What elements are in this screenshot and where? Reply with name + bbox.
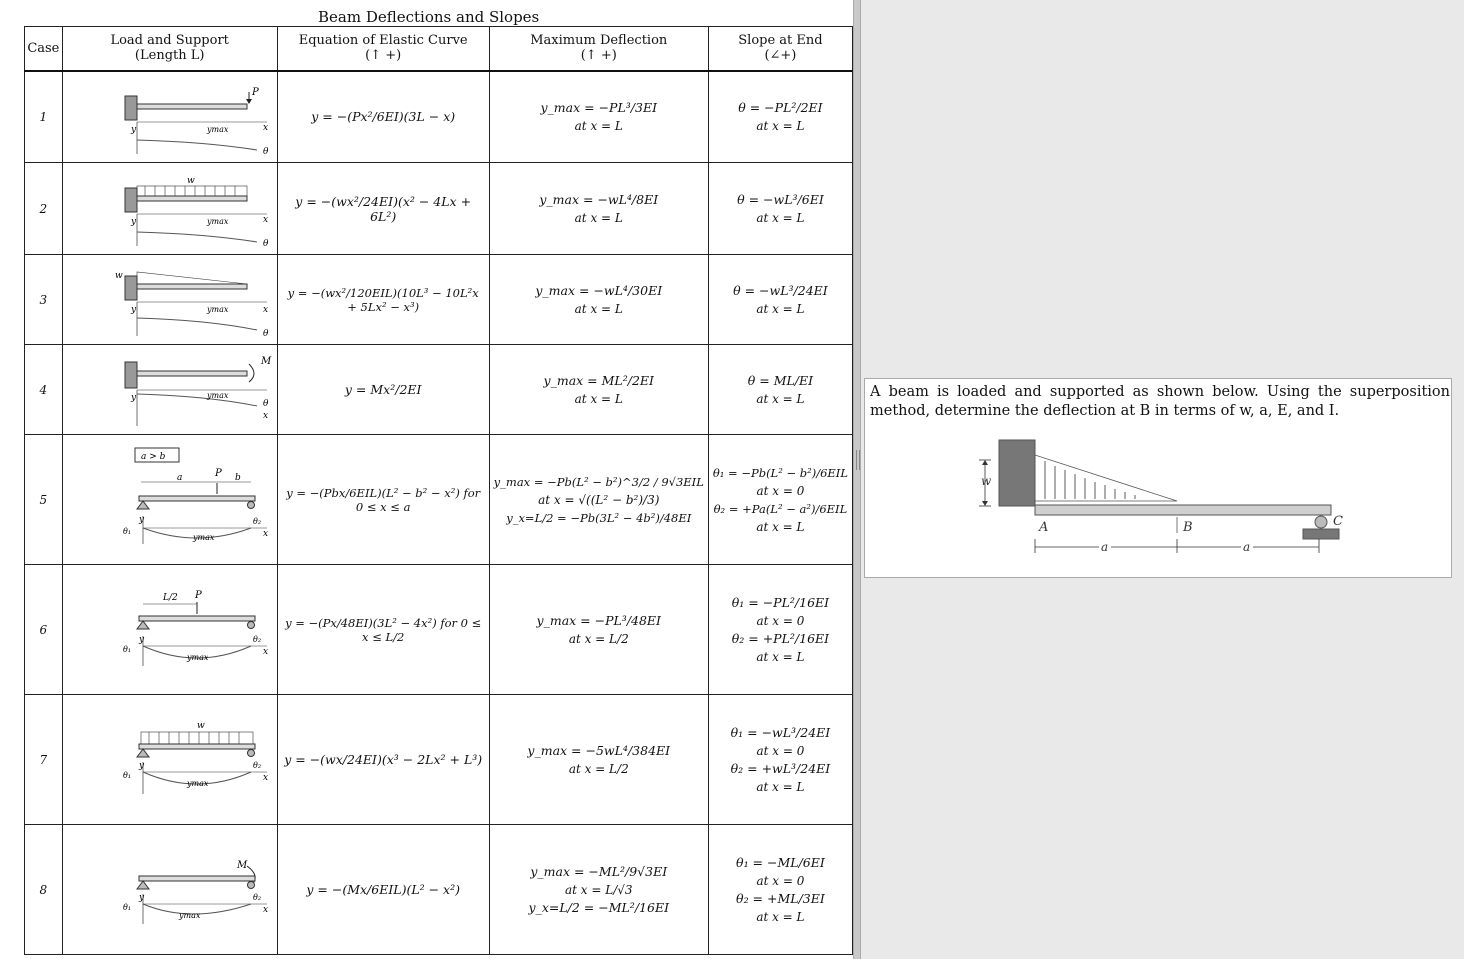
- deflection-line: at x = L/√3: [564, 882, 633, 897]
- load-diagram-simple-uniform: [62, 695, 277, 825]
- ymax-label: ymax: [206, 216, 229, 226]
- moment-label-m: M: [236, 859, 247, 871]
- table-row: [25, 825, 853, 955]
- slope-line: θ₂ = +ML/3EI: [736, 890, 825, 906]
- elastic-curve: [137, 318, 257, 330]
- slope-line: θ = −PL²/2EI: [738, 99, 823, 115]
- y-label: y: [138, 634, 144, 645]
- load-diagram-simple-point: [62, 435, 277, 565]
- header-load-line1: Load and Support: [110, 33, 229, 49]
- w-dimension-label: w: [981, 474, 992, 488]
- ymax-label: ymax: [192, 532, 215, 542]
- y-label: y: [130, 216, 136, 227]
- problem-beam-figure: [975, 435, 1345, 565]
- table-title: Beam Deflections and Slopes: [318, 8, 540, 26]
- roller-support: [247, 501, 254, 508]
- ymax-label: ymax: [186, 652, 209, 662]
- distributed-load: [141, 732, 253, 744]
- slope-cell: [708, 565, 852, 695]
- cantilever-uniform-load-diagram: [67, 164, 273, 254]
- pin-support: [137, 881, 149, 889]
- deflection-line: at x = L/2: [568, 631, 629, 646]
- slope-line: at x = L: [756, 118, 805, 133]
- case-number: 8: [25, 825, 63, 955]
- slope-cell: [708, 435, 852, 565]
- deflection-line: y_max = ML²/2EI: [543, 372, 654, 388]
- equation-cell: y = −(wx²/24EI)(x² − 4Lx + 6L²): [277, 163, 489, 255]
- deflection-line: y_x=L/2 = −ML²/16EI: [528, 899, 670, 915]
- w-dimension-arrow-top: [982, 460, 988, 465]
- header-slope-line2: (∠+): [764, 48, 797, 64]
- elastic-curve: [137, 232, 257, 242]
- simple-end-moment-diagram: [67, 826, 273, 954]
- triangular-load: [137, 272, 247, 284]
- cantilever-point-load-diagram: [67, 72, 273, 162]
- x-label: x: [262, 214, 268, 225]
- theta2-label: θ₂: [252, 516, 261, 526]
- beam-deflection-table: [24, 26, 853, 955]
- ymax-label: ymax: [178, 910, 201, 920]
- slope-line: at x = L: [756, 301, 805, 316]
- roller-support: [247, 621, 254, 628]
- cantilever-moment-diagram: [67, 346, 273, 434]
- slope-line: θ = ML/EI: [747, 372, 814, 388]
- header-slope-line1: Slope at End: [738, 33, 823, 49]
- slope-line: at x = L: [756, 519, 805, 534]
- case-number: 7: [25, 695, 63, 825]
- y-label: y: [130, 392, 136, 403]
- case-number: 6: [25, 565, 63, 695]
- equation-cell: y = −(wx/24EI)(x³ − 2Lx² + L³): [277, 695, 489, 825]
- table-row: [25, 435, 853, 565]
- x-label: x: [262, 772, 268, 783]
- roller-support: [247, 881, 254, 888]
- simple-center-load-diagram: [67, 566, 273, 694]
- deflection-cell: [489, 825, 708, 955]
- slope-line: θ = −wL³/6EI: [737, 191, 824, 207]
- beam: [139, 496, 255, 501]
- dimension-label-a1: a: [1101, 540, 1109, 554]
- simple-uniform-load-diagram: [67, 696, 273, 824]
- y-label: y: [130, 304, 136, 315]
- case-number: 2: [25, 163, 63, 255]
- deflection-line: at x = L: [574, 391, 623, 406]
- y-label: y: [138, 892, 144, 903]
- slope-line: θ₂ = +PL²/16EI: [731, 630, 830, 646]
- load-diagram-simple-center-point: [62, 565, 277, 695]
- elastic-curve: [137, 394, 257, 406]
- case-number: 4: [25, 345, 63, 435]
- y-label: y: [130, 124, 136, 135]
- theta-label: θ: [262, 146, 269, 157]
- deflection-line: y_max = −wL⁴/30EI: [535, 282, 663, 298]
- beam: [137, 371, 247, 376]
- theta1-label: θ₁: [122, 526, 131, 536]
- theta-label: θ: [262, 328, 269, 339]
- distributed-load: [137, 186, 247, 196]
- deflection-cell: [489, 565, 708, 695]
- beam: [139, 876, 255, 881]
- header-equation: [277, 27, 489, 71]
- divider-grip-icon[interactable]: [856, 450, 860, 470]
- slope-line: at x = L: [756, 210, 805, 225]
- theta2-label: θ₂: [252, 760, 261, 770]
- ymax-label: ymax: [206, 304, 229, 314]
- deflection-line: y_max = −Pb(L² − b²)^3/2 / 9√3EIL: [493, 474, 704, 489]
- pin-support: [137, 501, 149, 509]
- slope-line: θ₂ = +Pa(L² − a²)/6EIL: [713, 501, 848, 516]
- slope-line: θ₁ = −Pb(L² − b²)/6EIL: [712, 465, 848, 480]
- equation-cell: y = −(Mx/6EIL)(L² − x²): [277, 825, 489, 955]
- point-a-label: A: [1039, 520, 1049, 535]
- point-b-label: B: [1183, 520, 1193, 535]
- deflection-line: y_max = −ML²/9√3EI: [530, 863, 668, 879]
- header-equation-line1: Equation of Elastic Curve: [298, 33, 468, 49]
- beam: [137, 104, 247, 109]
- theta-label: θ: [262, 398, 269, 409]
- roller-base: [1303, 529, 1339, 539]
- w-dimension-arrow-bottom: [982, 501, 988, 506]
- equation-cell: y = −(wx²/120EIL)(10L³ − 10L²x + 5Lx² − x³): [277, 255, 489, 345]
- slope-line: at x = 0: [756, 873, 805, 888]
- point-load-arrowhead: [246, 99, 252, 104]
- case-number: 3: [25, 255, 63, 345]
- table-row: [25, 163, 853, 255]
- slope-cell: [708, 345, 852, 435]
- load-label-w: w: [114, 270, 123, 281]
- x-label: x: [262, 646, 268, 657]
- header-load-line2: (Length L): [134, 48, 205, 64]
- pane-divider[interactable]: [853, 0, 861, 959]
- pin-support: [137, 621, 149, 629]
- moment-label-m: M: [260, 355, 271, 367]
- slope-line: at x = L: [756, 391, 805, 406]
- beam: [137, 284, 247, 289]
- load-label-p: P: [214, 467, 222, 479]
- table-row: [25, 695, 853, 825]
- half-length-label: L/2: [162, 592, 178, 603]
- ymax-label: ymax: [206, 390, 229, 400]
- slope-cell: [708, 163, 852, 255]
- a-gt-b-label: a > b: [140, 451, 166, 462]
- deflection-cell: [489, 695, 708, 825]
- load-label-w: w: [196, 720, 205, 731]
- dim-label-a: a: [176, 472, 183, 483]
- slope-line: at x = 0: [756, 743, 805, 758]
- slope-line: θ = −wL³/24EI: [733, 282, 828, 298]
- header-deflection: [489, 27, 708, 71]
- slope-line: at x = L: [756, 779, 805, 794]
- deflection-line: at x = L: [574, 301, 623, 316]
- header-case: Case: [25, 27, 63, 71]
- deflection-line: y_max = −wL⁴/8EI: [539, 191, 659, 207]
- theta1-label: θ₁: [122, 644, 131, 654]
- slope-line: at x = 0: [756, 613, 805, 628]
- deflection-cell: [489, 71, 708, 163]
- cantilever-triangular-load-diagram: [67, 256, 273, 344]
- header-deflection-line2: (↑ +): [580, 48, 617, 64]
- equation-cell: y = −(Pbx/6EIL)(L² − b² − x²) for 0 ≤ x ≤ a: [277, 435, 489, 565]
- slope-line: θ₂ = +wL³/24EI: [730, 760, 831, 776]
- header-load: [62, 27, 277, 71]
- deflection-cell: [489, 345, 708, 435]
- equation-cell: y = Mx²/2EI: [277, 345, 489, 435]
- table-row: [25, 71, 853, 163]
- problem-statement: A beam is loaded and supported as shown below. Using the superposition method, determine the deflection at B in terms of w, a, E, and I.: [870, 384, 1450, 419]
- deflection-cell: [489, 163, 708, 255]
- y-label: y: [138, 514, 144, 525]
- deflection-line: y_x=L/2 = −Pb(3L² − 4b²)/48EI: [506, 510, 692, 525]
- elastic-curve: [137, 140, 257, 150]
- load-label-p: P: [194, 589, 202, 601]
- slope-line: at x = L: [756, 909, 805, 924]
- header-equation-line2: (↑ +): [365, 48, 402, 64]
- deflection-cell: [489, 435, 708, 565]
- header-slope: [708, 27, 852, 71]
- moment-arc: [249, 364, 254, 382]
- ymax-label: ymax: [186, 778, 209, 788]
- theta1-label: θ₁: [122, 902, 131, 912]
- slope-cell: [708, 695, 852, 825]
- load-hatch: [145, 186, 235, 196]
- load-diagram-cantilever-point: [62, 71, 277, 163]
- slope-line: θ₁ = −PL²/16EI: [731, 594, 830, 610]
- equation-cell: y = −(Px²/6EI)(3L − x): [277, 71, 489, 163]
- theta2-label: θ₂: [252, 634, 261, 644]
- deflection-line: y_max = −PL³/48EI: [536, 612, 661, 628]
- load-diagram-simple-end-moment: [62, 825, 277, 955]
- point-c-label: C: [1333, 514, 1343, 529]
- load-diagram-cantilever-moment: [62, 345, 277, 435]
- load-hatch: [149, 732, 239, 744]
- load-diagram-cantilever-uniform: [62, 163, 277, 255]
- slope-line: at x = 0: [756, 483, 805, 498]
- load-arrows: [1045, 461, 1135, 499]
- load-label-w: w: [186, 175, 195, 186]
- deflection-line: y_max = −5wL⁴/384EI: [527, 742, 671, 758]
- slope-cell: [708, 255, 852, 345]
- x-label: x: [262, 410, 268, 421]
- x-label: x: [262, 304, 268, 315]
- deflection-line: at x = L: [574, 118, 623, 133]
- deflection-line: at x = L/2: [568, 761, 629, 776]
- x-label: x: [262, 904, 268, 915]
- y-label: y: [138, 760, 144, 771]
- header-deflection-line1: Maximum Deflection: [530, 33, 668, 49]
- theta1-label: θ₁: [122, 770, 131, 780]
- load-label-p: P: [251, 86, 259, 98]
- roller-support: [247, 749, 254, 756]
- deflection-cell: [489, 255, 708, 345]
- problem-card: [864, 378, 1452, 578]
- case-number: 5: [25, 435, 63, 565]
- pin-support: [137, 749, 149, 757]
- slope-line: θ₁ = −ML/6EI: [736, 854, 825, 870]
- theta2-label: θ₂: [252, 892, 261, 902]
- deflection-line: y_max = −PL³/3EI: [540, 99, 658, 115]
- slope-line: θ₁ = −wL³/24EI: [730, 724, 831, 740]
- slope-line: at x = L: [756, 649, 805, 664]
- wall-support: [125, 188, 137, 212]
- slope-cell: [708, 825, 852, 955]
- deflection-line: at x = √((L² − b²)/3): [538, 492, 660, 507]
- x-label: x: [262, 122, 268, 133]
- beam: [1035, 505, 1331, 515]
- wall-support: [125, 362, 137, 388]
- beam: [139, 744, 255, 749]
- load-diagram-cantilever-triangular: [62, 255, 277, 345]
- dim-label-b: b: [234, 472, 241, 483]
- fixed-wall: [999, 440, 1035, 506]
- deflection-line: at x = L: [574, 210, 623, 225]
- beam: [139, 616, 255, 621]
- equation-cell: y = −(Px/48EI)(3L² − 4x²) for 0 ≤ x ≤ L/2: [277, 565, 489, 695]
- slope-cell: [708, 71, 852, 163]
- wall-support: [125, 96, 137, 120]
- x-label: x: [262, 528, 268, 539]
- table-row: [25, 345, 853, 435]
- beam: [137, 196, 247, 201]
- dimension-label-a2: a: [1243, 540, 1251, 554]
- simple-point-load-diagram: [67, 436, 273, 564]
- table-row: [25, 565, 853, 695]
- triangular-load: [1035, 455, 1177, 501]
- case-number: 1: [25, 71, 63, 163]
- ymax-label: ymax: [206, 124, 229, 134]
- wall-support: [125, 276, 137, 300]
- table-row: [25, 255, 853, 345]
- roller-support: [1315, 516, 1327, 528]
- theta-label: θ: [262, 238, 269, 249]
